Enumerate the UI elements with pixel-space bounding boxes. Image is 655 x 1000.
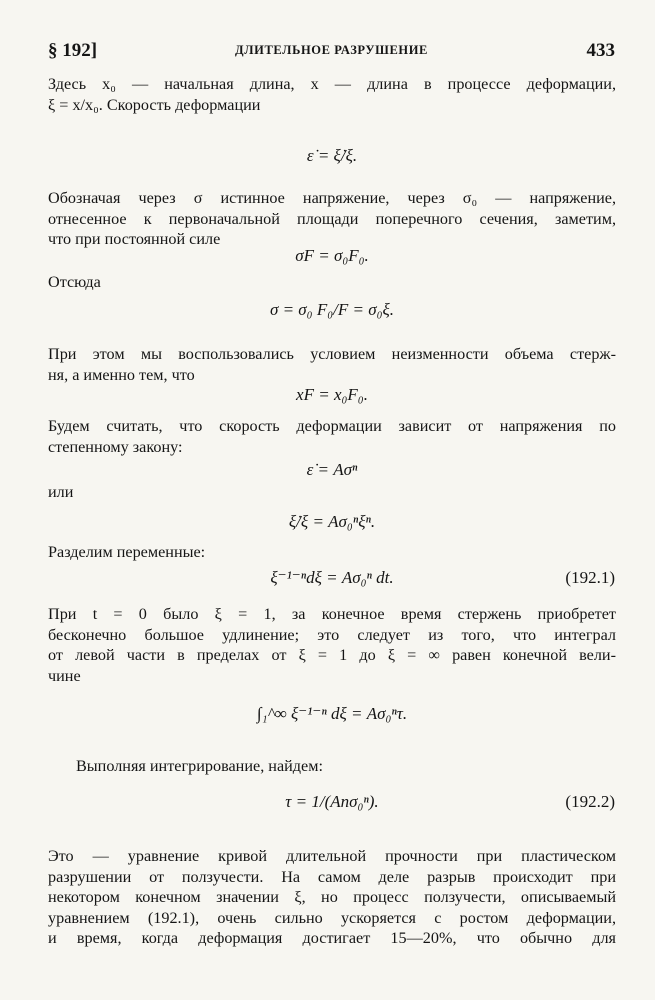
text-line: что при постоянной силе bbox=[48, 230, 221, 249]
text-line: Выполняя интегрирование, найдем: bbox=[76, 757, 323, 775]
text-line: разрушении от ползучести. На самом деле разрыв происходит при bbox=[48, 867, 616, 886]
text-line: Отсюда bbox=[48, 273, 101, 291]
paragraph-1 bbox=[48, 74, 616, 115]
text-line: отнесенное к первоначальной площади поперечного сечения, заметим, bbox=[48, 209, 616, 228]
equation-integral: ∫₁^∞ ξ⁻¹⁻ⁿ dξ = Aσ₀ⁿτ. bbox=[256, 704, 408, 723]
text-line: При этом мы воспользовались условием неизменности объема стерж- bbox=[48, 345, 616, 363]
paragraph-3 bbox=[48, 272, 616, 293]
equation-rupture-time: τ = 1/(Anσ₀ⁿ). bbox=[285, 792, 379, 811]
text-line: и время, когда деформация достигает 15—20%, что обычно для bbox=[48, 929, 616, 948]
paragraph-2 bbox=[48, 188, 616, 250]
equation-strain-rate: ε̇ = ξ̇/ξ. bbox=[306, 146, 358, 165]
text-line: некотором конечном значении ξ, но процесс ползучести, описываемый bbox=[48, 888, 616, 907]
equation-number-192-2: (192.2) bbox=[565, 792, 615, 811]
text-line: ξ = x/x₀. Скорость деформации bbox=[48, 95, 261, 114]
equation-separated: ξ⁻¹⁻ⁿdξ = Aσ₀ⁿ dt. bbox=[270, 568, 394, 587]
equation-stress: σ = σ₀ F₀/F = σ₀ξ. bbox=[269, 300, 395, 319]
paragraph-6 bbox=[48, 482, 616, 503]
text-line: Разделим переменные: bbox=[48, 543, 206, 561]
text-line: или bbox=[48, 483, 74, 501]
text-line: Будем считать, что скорость деформации зависит от напряжения по bbox=[48, 417, 616, 435]
section-marker: § 192] bbox=[48, 40, 98, 61]
paragraph-9 bbox=[76, 756, 616, 777]
text-line: ня, а именно тем, что bbox=[48, 365, 195, 384]
paragraph-5 bbox=[48, 416, 616, 457]
equation-power-law-xi: ξ̇/ξ = Aσ₀ⁿξⁿ. bbox=[288, 512, 376, 531]
text-line: бесконечно большое удлинение; это следует из того, что интеграл bbox=[48, 625, 616, 644]
text-line: степенному закону: bbox=[48, 437, 183, 456]
chapter-title: ДЛИТЕЛЬНОЕ РАЗРУШЕНИЕ bbox=[235, 43, 428, 57]
equation-number-192-1: (192.1) bbox=[565, 568, 615, 587]
paragraph-4 bbox=[48, 344, 616, 385]
page-number: 433 bbox=[586, 40, 615, 61]
paragraph-7 bbox=[48, 542, 616, 563]
equation-power-law: ε̇ = Aσⁿ bbox=[306, 460, 358, 479]
text-line: от левой части в пределах от ξ = 1 до ξ = ∞ равен конечной вели- bbox=[48, 646, 616, 665]
paragraph-8 bbox=[48, 604, 616, 686]
text-line: При t = 0 было ξ = 1, за конечное время стержень приобретет bbox=[48, 605, 616, 623]
running-header bbox=[48, 40, 615, 62]
text-line: уравнением (192.1), очень сильно ускоряется с ростом деформации, bbox=[48, 908, 616, 927]
equation-volume: xF = x₀F₀. bbox=[296, 385, 368, 404]
text-line: Обозначая через σ истинное напряжение, через σ₀ — напряжение, bbox=[48, 189, 616, 207]
equation-force: σF = σ₀F₀. bbox=[295, 246, 369, 265]
text-line: Здесь x₀ — начальная длина, x — длина в процессе деформации, bbox=[48, 75, 616, 93]
text-line: Это — уравнение кривой длительной прочности при пластическом bbox=[48, 847, 616, 865]
paragraph-10 bbox=[48, 846, 616, 949]
text-line: чине bbox=[48, 666, 81, 685]
